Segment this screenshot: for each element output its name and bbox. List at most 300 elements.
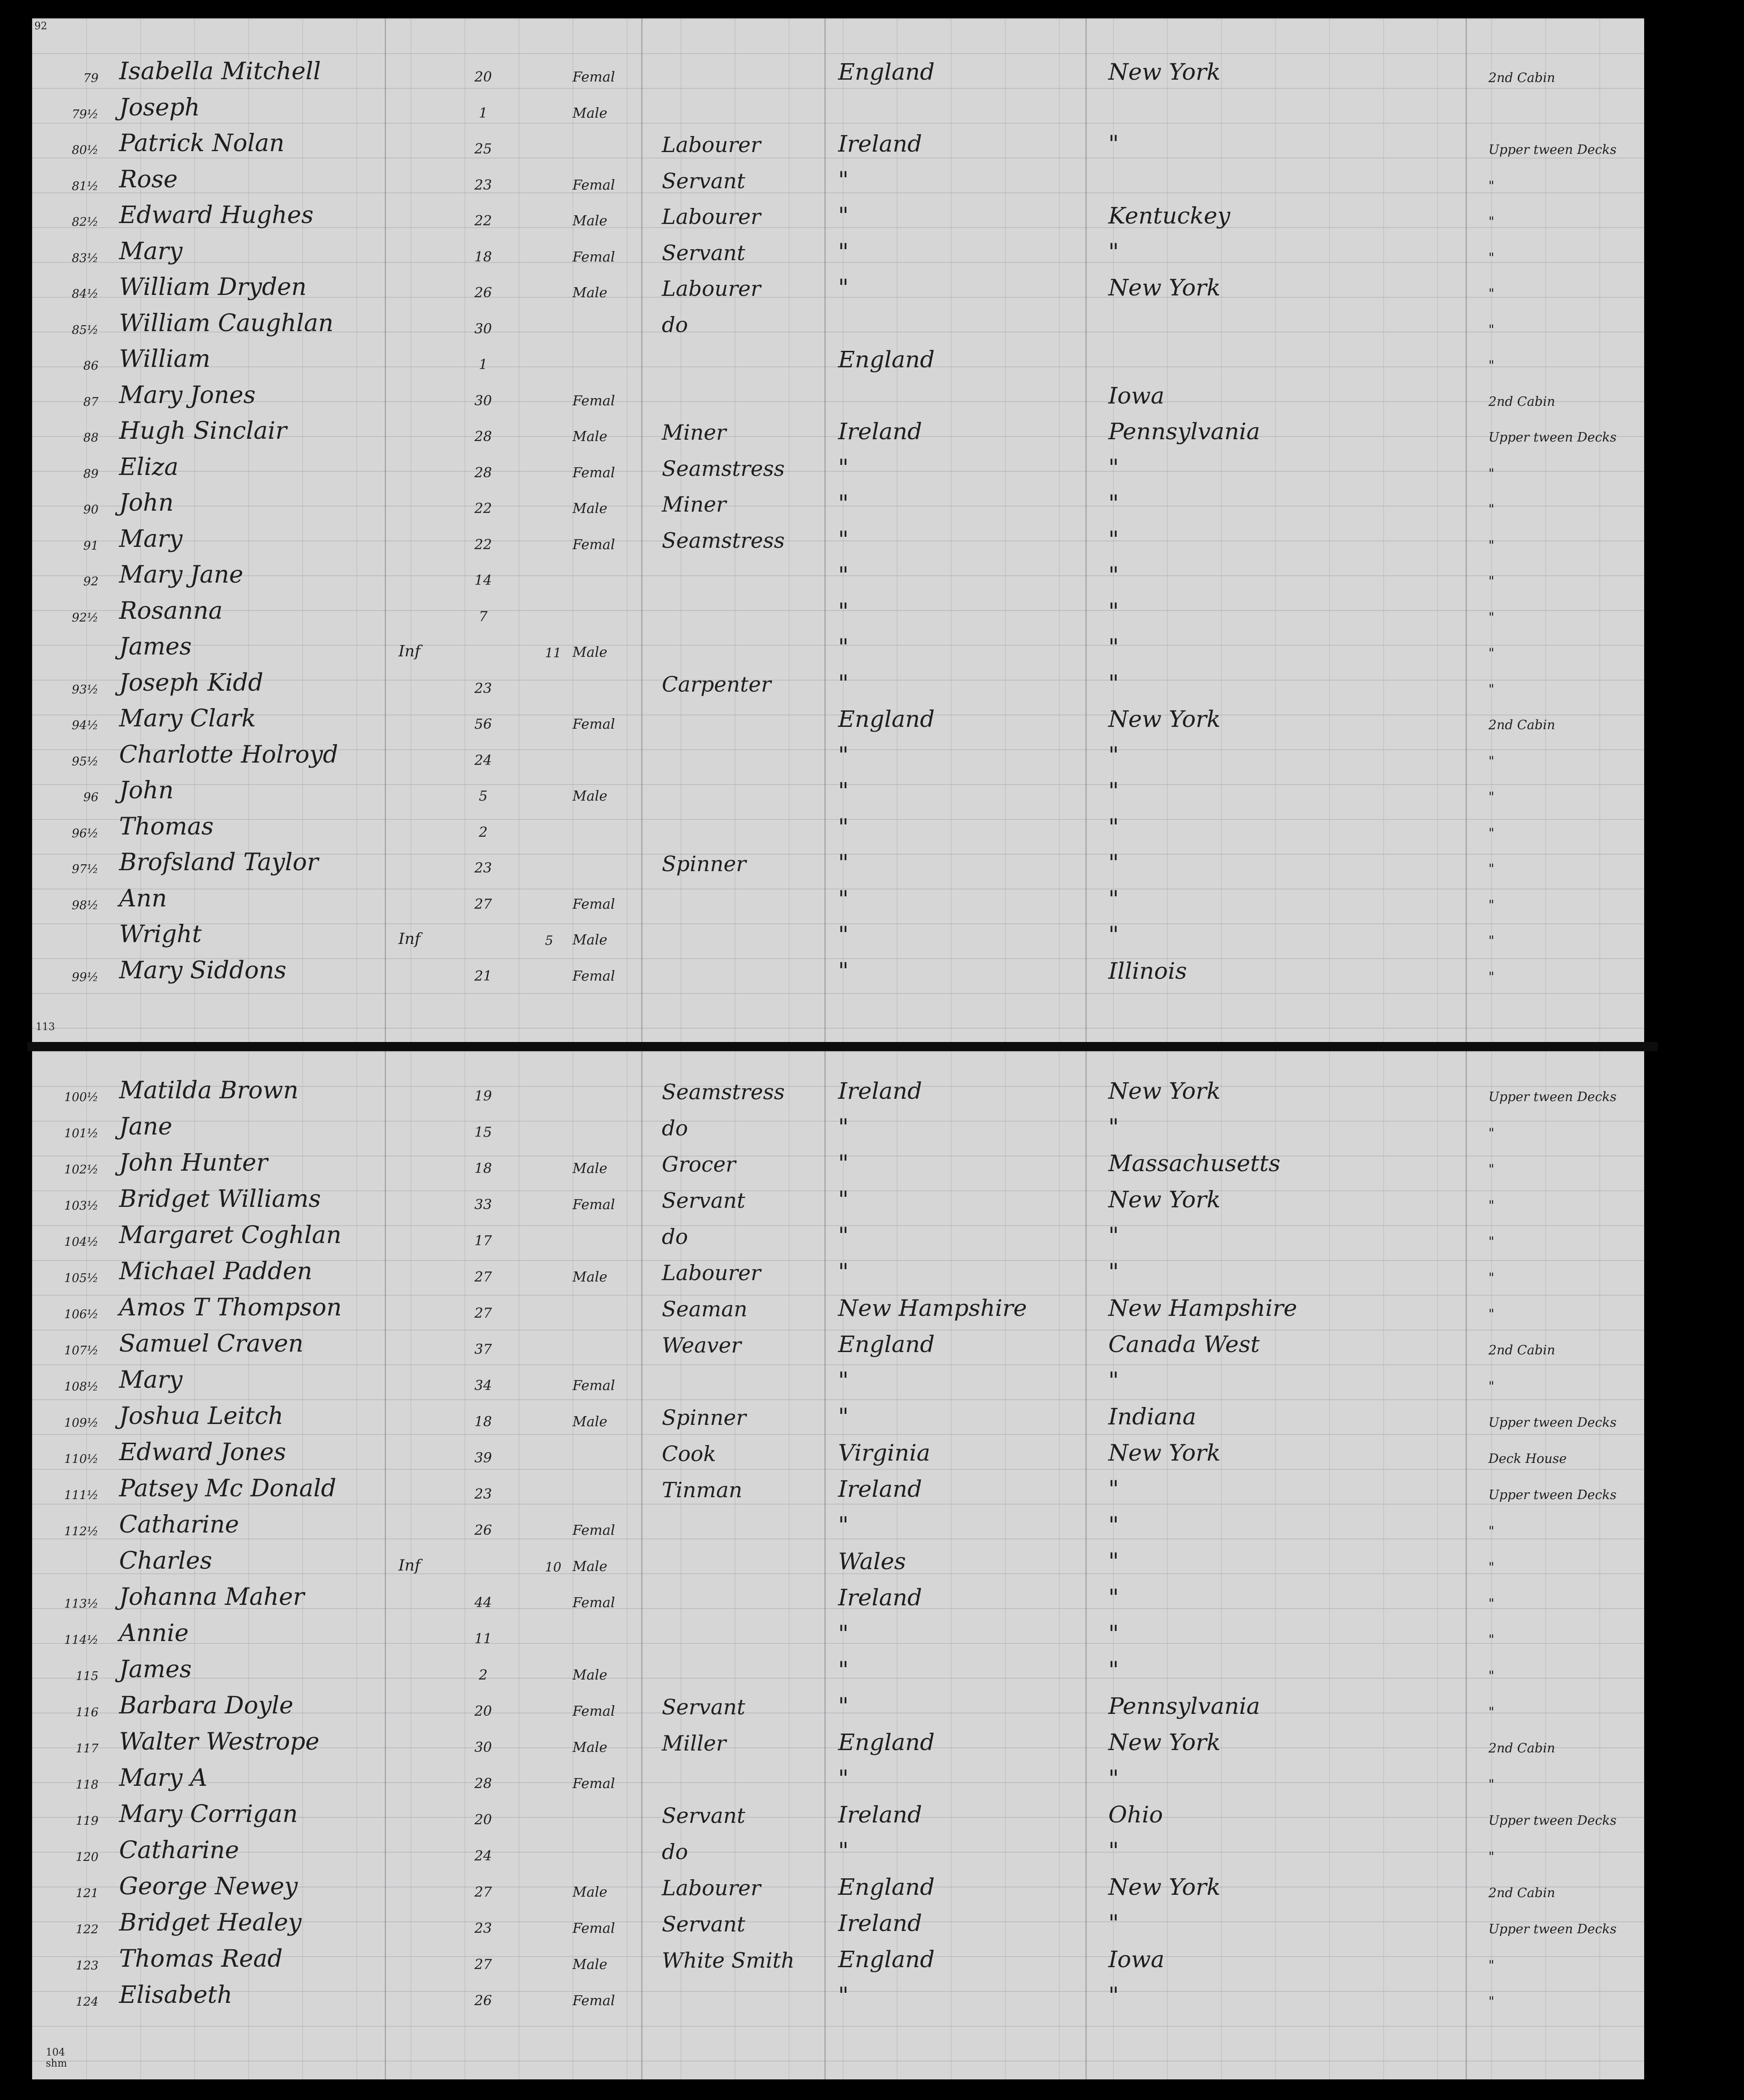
passenger-name: Annie [119,1620,189,1647]
passenger-age: 26 [474,1993,492,2009]
destination: " [1108,813,1119,840]
destination: " [1108,454,1119,481]
passenger-sex: Femal [572,968,615,984]
passenger-name: John Hunter [119,1149,268,1177]
passenger-number: 86 [83,359,98,373]
passenger-age: 18 [474,1414,492,1430]
passenger-name: Catharine [119,1837,239,1864]
accommodation: " [1488,1668,1494,1683]
destination: " [1108,1838,1119,1864]
country-of-origin: " [838,490,849,517]
destination: " [1108,490,1119,517]
passenger-name: Charlotte Holroyd [119,741,338,769]
manifest-row [32,810,1644,846]
passenger-name: William Dryden [119,273,307,301]
passenger-sex: Male [572,1269,607,1285]
passenger-name: Mary Corrigan [119,1800,298,1828]
accommodation: 2nd Cabin [1488,1740,1555,1756]
country-of-origin: " [838,634,849,660]
manifest-row [32,1146,1644,1182]
infant-age-months: 11 [545,645,561,660]
passenger-name: Joshua Leitch [119,1402,283,1430]
destination: New Hampshire [1108,1295,1297,1321]
destination: Kentuckey [1108,202,1231,229]
passenger-occupation: Servant [662,1803,746,1828]
passenger-sex: Male [572,1161,607,1177]
accommodation: 2nd Cabin [1488,393,1555,409]
passenger-sex: Femal [572,896,615,912]
passenger-number: 105½ [64,1271,98,1285]
accommodation: " [1488,645,1494,660]
manifest-row [32,1364,1644,1399]
passenger-name: Michael Padden [119,1258,312,1285]
passenger-sex: Femal [572,1595,615,1611]
manifest-row [32,954,1644,990]
country-of-origin: " [838,1657,849,1683]
accommodation: Upper tween Decks [1488,1813,1617,1828]
passenger-number: 99½ [71,970,98,984]
passenger-number: 104½ [64,1235,98,1249]
passenger-sex: Male [572,1884,607,1900]
accommodation: Upper tween Decks [1488,142,1617,157]
passenger-occupation: Servant [662,1695,746,1719]
destination: New York [1108,274,1221,301]
country-of-origin: " [838,526,849,553]
country-of-origin: " [838,274,849,301]
passenger-number: 97½ [71,862,98,876]
passenger-age: 27 [474,1305,492,1321]
passenger-age: 19 [474,1088,492,1104]
passenger-occupation: Servant [662,1188,746,1213]
manifest-row [32,523,1644,558]
country-of-origin: " [838,454,849,481]
passenger-occupation: Seamstress [662,1080,785,1104]
passenger-occupation: Seaman [662,1297,747,1321]
country-of-origin: " [838,670,849,697]
country-of-origin: " [838,1512,849,1538]
manifest-row [32,774,1644,810]
destination: " [1108,1657,1119,1683]
passenger-age: 30 [474,1740,492,1756]
destination: " [1108,238,1119,265]
passenger-name: William Caughlan [119,309,334,337]
passenger-occupation: Labourer [662,204,761,229]
country-of-origin: England [838,59,935,85]
passenger-occupation: Labourer [662,132,761,157]
passenger-number: 111½ [64,1489,98,1502]
country-of-origin: " [838,957,849,984]
passenger-occupation: Labourer [662,1260,761,1285]
passenger-name: George Newey [119,1873,298,1900]
accommodation: " [1488,1958,1494,1973]
accommodation: 2nd Cabin [1488,70,1555,85]
manifest-row [32,666,1644,702]
destination: New York [1108,706,1221,732]
passenger-age: 14 [474,573,492,589]
passenger-name: Amos T Thompson [119,1294,342,1321]
country-of-origin: England [838,706,935,732]
passenger-name: Samuel Craven [119,1330,304,1358]
passenger-age: 24 [474,752,492,769]
manifest-row [32,1725,1644,1761]
passenger-age: 11 [474,1631,492,1647]
passenger-name: Catharine [119,1511,239,1538]
passenger-name: James [119,633,192,660]
passenger-sex: Male [572,105,607,121]
manifest-row [32,1581,1644,1616]
country-of-origin: " [838,202,849,229]
passenger-name: William [119,345,211,373]
passenger-age: 33 [474,1197,492,1213]
manifest-row [32,846,1644,882]
destination: " [1108,1620,1119,1647]
passenger-age: 20 [474,1703,492,1719]
passenger-number: 88 [83,431,98,445]
destination: " [1108,742,1119,769]
passenger-occupation: Miller [662,1731,726,1756]
passenger-age: 39 [474,1450,492,1466]
passenger-number: 110½ [64,1452,98,1466]
manifest-row [32,702,1644,738]
passenger-sex: Male [572,644,607,660]
destination: New York [1108,1078,1221,1104]
passenger-occupation: Grocer [662,1152,736,1177]
passenger-sex: Femal [572,716,615,732]
destination: " [1108,1765,1119,1792]
passenger-sex: Femal [572,1197,615,1213]
accommodation: " [1488,1523,1494,1538]
infant-age-months: 10 [545,1560,561,1575]
manifest-row [32,1617,1644,1653]
passenger-occupation: Labourer [662,1876,761,1900]
passenger-name: John [119,489,174,517]
passenger-sex: Male [572,932,607,948]
country-of-origin: " [838,1693,849,1719]
accommodation: " [1488,537,1494,553]
folio-number: 92 [34,21,47,32]
passenger-number: 124 [76,1995,98,2009]
passenger-age: 23 [474,680,492,697]
passenger-name: Mary A [119,1764,207,1792]
country-of-origin: " [838,1222,849,1249]
passenger-number: 118 [76,1778,98,1792]
passenger-occupation: Labourer [662,276,761,301]
passenger-age: 17 [474,1233,492,1249]
passenger-occupation: do [662,312,688,337]
manifest-sheet-top [32,18,1644,1042]
manifest-row [32,1327,1644,1363]
passenger-number: 94½ [71,719,98,732]
passenger-age: 25 [474,141,492,157]
passenger-number: 107½ [64,1344,98,1358]
passenger-age: 23 [474,177,492,193]
destination: " [1108,1367,1119,1394]
passenger-name: Matilda Brown [119,1077,299,1104]
passenger-name: Thomas [119,813,214,840]
manifest-row [32,486,1644,522]
accommodation: " [1488,681,1494,697]
country-of-origin: England [838,346,935,373]
accommodation: " [1488,1379,1494,1394]
passenger-age: 30 [474,321,492,337]
accommodation: " [1488,1270,1494,1285]
passenger-age: 27 [474,1957,492,1973]
passenger-age: 5 [479,788,488,804]
passenger-occupation: Servant [662,1912,746,1936]
passenger-sex: Male [572,501,607,517]
passenger-sex: Femal [572,1776,615,1792]
manifest-row [32,271,1644,306]
passenger-age: 1 [479,105,488,121]
passenger-sex: Femal [572,177,615,193]
passenger-occupation: Servant [662,168,746,193]
passenger-age: 24 [474,1848,492,1864]
destination: " [1108,670,1119,697]
passenger-age: 37 [474,1342,492,1358]
accommodation: " [1488,969,1494,984]
country-of-origin: England [838,1874,935,1900]
passenger-number: 103½ [64,1199,98,1213]
passenger-sex: Male [572,1667,607,1683]
passenger-name: James [119,1656,192,1683]
accommodation: " [1488,1596,1494,1611]
country-of-origin: " [838,1150,849,1177]
passenger-name: Thomas Read [119,1945,283,1973]
accommodation: " [1488,573,1494,589]
passenger-name: Isabella Mitchell [119,58,321,85]
destination: New York [1108,1186,1221,1213]
passenger-sex: Male [572,1957,607,1973]
infant-mark: Inf [398,642,420,660]
passenger-sex: Male [572,429,607,445]
passenger-number: 84½ [71,287,98,301]
destination: " [1108,1982,1119,2009]
destination: " [1108,1114,1119,1140]
manifest-row [32,1074,1644,1110]
passenger-name: John [119,777,174,804]
country-of-origin: " [838,1982,849,2009]
destination: " [1108,1512,1119,1538]
passenger-sex: Male [572,285,607,301]
country-of-origin: Ireland [838,1078,922,1104]
bottom-note: 104 shm [46,2047,67,2069]
passenger-number: 92½ [71,611,98,625]
passenger-number: 120 [76,1850,98,1864]
accommodation: Upper tween Decks [1488,1089,1617,1104]
passenger-age: 26 [474,1522,492,1538]
manifest-row [32,1219,1644,1255]
passenger-age: 23 [474,1486,492,1502]
passenger-name: Jane [119,1113,173,1140]
country-of-origin: Ireland [838,1910,922,1936]
accommodation: " [1488,825,1494,840]
passenger-number: 89 [83,467,98,481]
passenger-occupation: do [662,1839,688,1864]
destination: " [1108,131,1119,157]
country-of-origin: " [838,238,849,265]
passenger-name: Patrick Nolan [119,130,285,157]
destination: Pennsylvania [1108,1693,1260,1719]
passenger-age: 15 [474,1124,492,1140]
passenger-age: 1 [479,357,488,373]
passenger-name: Bridget Williams [119,1185,321,1213]
manifest-row [32,1544,1644,1580]
accommodation: Upper tween Decks [1488,1415,1617,1430]
passenger-age: 27 [474,896,492,912]
passenger-occupation: do [662,1224,688,1249]
manifest-row [32,1255,1644,1291]
passenger-occupation: Seamstress [662,456,785,481]
country-of-origin: Ireland [838,131,922,157]
country-of-origin: Virginia [838,1440,931,1466]
passenger-number: 114½ [64,1633,98,1647]
infant-mark: Inf [398,930,420,948]
country-of-origin: New Hampshire [838,1295,1027,1321]
fold-note: 113 [36,1021,55,1033]
country-of-origin: " [838,1620,849,1647]
destination: Massachusetts [1108,1150,1281,1177]
destination: New York [1108,1874,1221,1900]
passenger-number: 116 [76,1706,98,1719]
passenger-name: Elisabeth [119,1981,233,2009]
passenger-age: 27 [474,1269,492,1285]
destination: " [1108,562,1119,589]
passenger-name: Hugh Sinclair [119,417,287,445]
passenger-name: Walter Westrope [119,1728,320,1756]
destination: New York [1108,59,1221,85]
accommodation: " [1488,250,1494,265]
manifest-row [32,1689,1644,1725]
passenger-sex: Femal [572,1378,615,1394]
passenger-age: 26 [474,285,492,301]
accommodation: " [1488,861,1494,876]
manifest-row [32,91,1644,127]
passenger-age: 28 [474,464,492,481]
manifest-row [32,1762,1644,1797]
manifest-row [32,1291,1644,1327]
passenger-age: 2 [479,824,488,840]
manifest-row [32,1942,1644,1978]
passenger-number: 83½ [71,251,98,265]
accommodation: " [1488,789,1494,804]
passenger-sex: Femal [572,1920,615,1936]
passenger-sex: Femal [572,393,615,409]
passenger-number: 98½ [71,898,98,912]
accommodation: " [1488,322,1494,337]
accommodation: " [1488,358,1494,373]
passenger-age: 23 [474,1920,492,1936]
manifest-row [32,1870,1644,1906]
passenger-name: Charles [119,1547,213,1575]
passenger-age: 21 [474,968,492,984]
passenger-name: Mary [119,525,183,553]
passenger-number: 112½ [64,1525,98,1538]
passenger-number: 113½ [64,1597,98,1611]
country-of-origin: " [838,922,849,948]
passenger-name: Mary Siddons [119,956,287,984]
destination: Iowa [1108,1946,1165,1973]
destination: " [1108,1222,1119,1249]
country-of-origin: Ireland [838,1801,922,1828]
manifest-row [32,1834,1644,1870]
passenger-name: Joseph [119,93,200,121]
passenger-name: Johanna Maher [119,1583,305,1611]
destination: " [1108,634,1119,660]
accommodation: " [1488,1777,1494,1792]
destination: " [1108,1910,1119,1936]
manifest-row [32,451,1644,486]
passenger-name: Brofsland Taylor [119,849,319,876]
passenger-number: 96½ [71,826,98,840]
passenger-number: 87 [83,395,98,409]
manifest-row [32,1472,1644,1508]
passenger-number: 102½ [64,1163,98,1177]
destination: " [1108,885,1119,912]
passenger-number: 109½ [64,1416,98,1430]
passenger-name: Edward Hughes [119,202,314,229]
passenger-number: 119 [76,1814,98,1828]
accommodation: Upper tween Decks [1488,1487,1617,1502]
accommodation: " [1488,933,1494,948]
passenger-age: 27 [474,1884,492,1900]
accommodation: Deck House [1488,1451,1567,1466]
accommodation: 2nd Cabin [1488,1342,1555,1358]
destination: Iowa [1108,382,1165,409]
country-of-origin: " [838,562,849,589]
manifest-row [32,558,1644,594]
destination: " [1108,1259,1119,1285]
passenger-age: 18 [474,1161,492,1177]
accommodation: " [1488,1994,1494,2009]
infant-mark: Inf [398,1556,420,1575]
country-of-origin: " [838,850,849,876]
passenger-age: 20 [474,69,492,85]
passenger-age: 34 [474,1378,492,1394]
passenger-number: 121 [76,1887,98,1900]
passenger-name: Joseph Kidd [119,669,263,697]
passenger-age: 22 [474,536,492,553]
passenger-name: Mary [119,237,183,265]
accommodation: " [1488,609,1494,625]
passenger-occupation: Servant [662,240,746,265]
passenger-age: 7 [479,608,488,625]
country-of-origin: " [838,778,849,804]
manifest-row [32,738,1644,774]
country-of-origin: " [838,1367,849,1394]
passenger-name: Rosanna [119,597,223,625]
passenger-sex: Male [572,1414,607,1430]
passenger-age: 30 [474,393,492,409]
country-of-origin: Ireland [838,1476,922,1502]
passenger-number: 106½ [64,1308,98,1321]
manifest-row [32,595,1644,630]
destination: " [1108,526,1119,553]
passenger-number: 117 [76,1742,98,1756]
passenger-sex: Male [572,213,607,229]
country-of-origin: " [838,1838,849,1864]
passenger-name: Rose [119,165,178,193]
passenger-age: 22 [474,501,492,517]
destination: " [1108,1584,1119,1611]
country-of-origin: " [838,598,849,625]
accommodation: " [1488,214,1494,229]
destination: " [1108,778,1119,804]
accommodation: " [1488,286,1494,301]
country-of-origin: " [838,166,849,193]
accommodation: " [1488,897,1494,912]
passenger-number: 108½ [64,1380,98,1394]
passenger-number: 81½ [71,179,98,193]
